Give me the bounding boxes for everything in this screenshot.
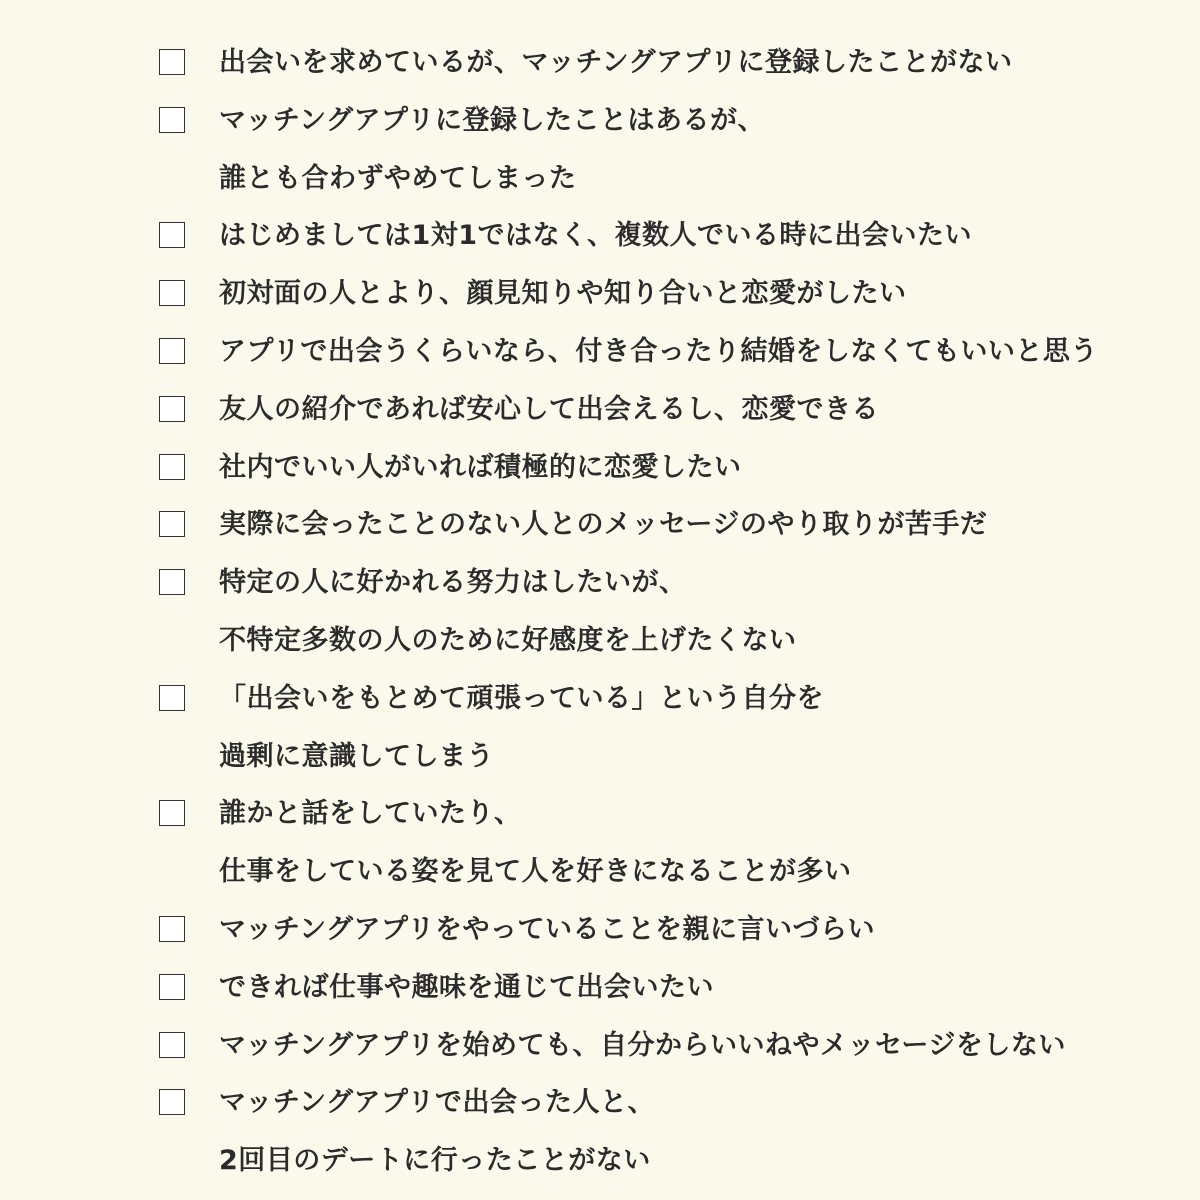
item-text-line: 「出会いをもとめて頑張っている」という自分を	[219, 682, 824, 714]
checklist	[159, 34, 1098, 1190]
checkbox[interactable]	[159, 916, 185, 942]
checkbox[interactable]	[159, 800, 185, 826]
item-text	[219, 207, 972, 265]
item-text-line: 誰かと話をしていたり、	[219, 798, 522, 830]
item-text-line: マッチングアプリをやっていることを親に言いづらい	[219, 913, 875, 945]
item-text-line: 特定の人に好かれる努力はしたいが、	[219, 567, 687, 599]
item-text-line: 出会いを求めているが、マッチングアプリに登録したことがない	[219, 47, 1013, 78]
checklist-item	[159, 1017, 1098, 1075]
checkbox[interactable]	[159, 222, 185, 248]
checklist-item	[159, 381, 1098, 439]
item-text	[219, 265, 907, 323]
checklist-item	[159, 785, 1098, 901]
checklist-item	[159, 92, 1098, 208]
checkbox[interactable]	[159, 49, 185, 75]
item-text-line: できれば仕事や趣味を通じて出会いたい	[219, 971, 714, 1003]
checklist-item	[159, 670, 1098, 786]
item-text	[219, 439, 742, 497]
item-text-line: 友人の紹介であれば安心して出会えるし、恋愛できる	[219, 393, 879, 425]
item-text	[219, 554, 797, 670]
checklist-item	[159, 207, 1098, 265]
checkbox[interactable]	[159, 1089, 185, 1115]
checkbox[interactable]	[159, 974, 185, 1000]
checklist-item	[159, 554, 1098, 670]
checklist-item	[159, 496, 1098, 554]
item-text-line: 不特定多数の人のために好感度を上げたくない	[219, 624, 797, 656]
checkbox[interactable]	[159, 454, 185, 480]
item-text	[219, 785, 852, 901]
item-text-line: 過剰に意識してしまう	[219, 740, 494, 772]
checkbox[interactable]	[159, 685, 185, 711]
item-text	[219, 1017, 1066, 1075]
item-text-line: マッチングアプリに登録したことはあるが、	[219, 104, 765, 136]
item-text	[219, 323, 1098, 381]
item-text-line: 初対面の人とより、顔見知りや知り合いと恋愛がしたい	[219, 278, 907, 310]
item-text-line: 実際に会ったことのない人とのメッセージのやり取りが苦手だ	[219, 509, 988, 541]
item-text-line: アプリで出会うくらいなら、付き合ったり結婚をしなくてもいいと思う	[219, 335, 1098, 367]
item-text	[219, 670, 824, 786]
checkbox[interactable]	[159, 396, 185, 422]
item-text	[219, 901, 875, 959]
item-text-line: 仕事をしている姿を見て人を好きになることが多い	[219, 856, 852, 888]
item-text	[219, 1074, 655, 1190]
checkbox[interactable]	[159, 511, 185, 537]
checkbox[interactable]	[159, 280, 185, 306]
checkbox[interactable]	[159, 1032, 185, 1058]
checklist-item	[159, 323, 1098, 381]
item-text	[219, 92, 765, 208]
item-text	[219, 496, 987, 554]
item-text-line: マッチングアプリで出会った人と、	[219, 1087, 655, 1119]
checkbox[interactable]	[159, 107, 185, 133]
item-text-line: 2回目のデートに行ったことがない	[219, 1145, 651, 1177]
item-text-line: マッチングアプリを始めても、自分からいいねやメッセージをしない	[219, 1029, 1066, 1061]
item-text	[219, 381, 879, 439]
item-text-line: 社内でいい人がいれば積極的に恋愛したい	[219, 451, 742, 483]
checklist-item	[159, 901, 1098, 959]
checklist-item	[159, 265, 1098, 323]
item-text	[219, 959, 714, 1017]
checkbox[interactable]	[159, 569, 185, 595]
checkbox[interactable]	[159, 338, 185, 364]
checklist-item	[159, 34, 1098, 92]
checklist-item	[159, 1074, 1098, 1190]
item-text	[219, 34, 1012, 92]
item-text-line: 誰とも合わずやめてしまった	[219, 162, 577, 194]
item-text-line: はじめましては1対1ではなく、複数人でいる時に出会いたい	[219, 220, 973, 252]
checklist-item	[159, 439, 1098, 497]
checklist-item	[159, 959, 1098, 1017]
